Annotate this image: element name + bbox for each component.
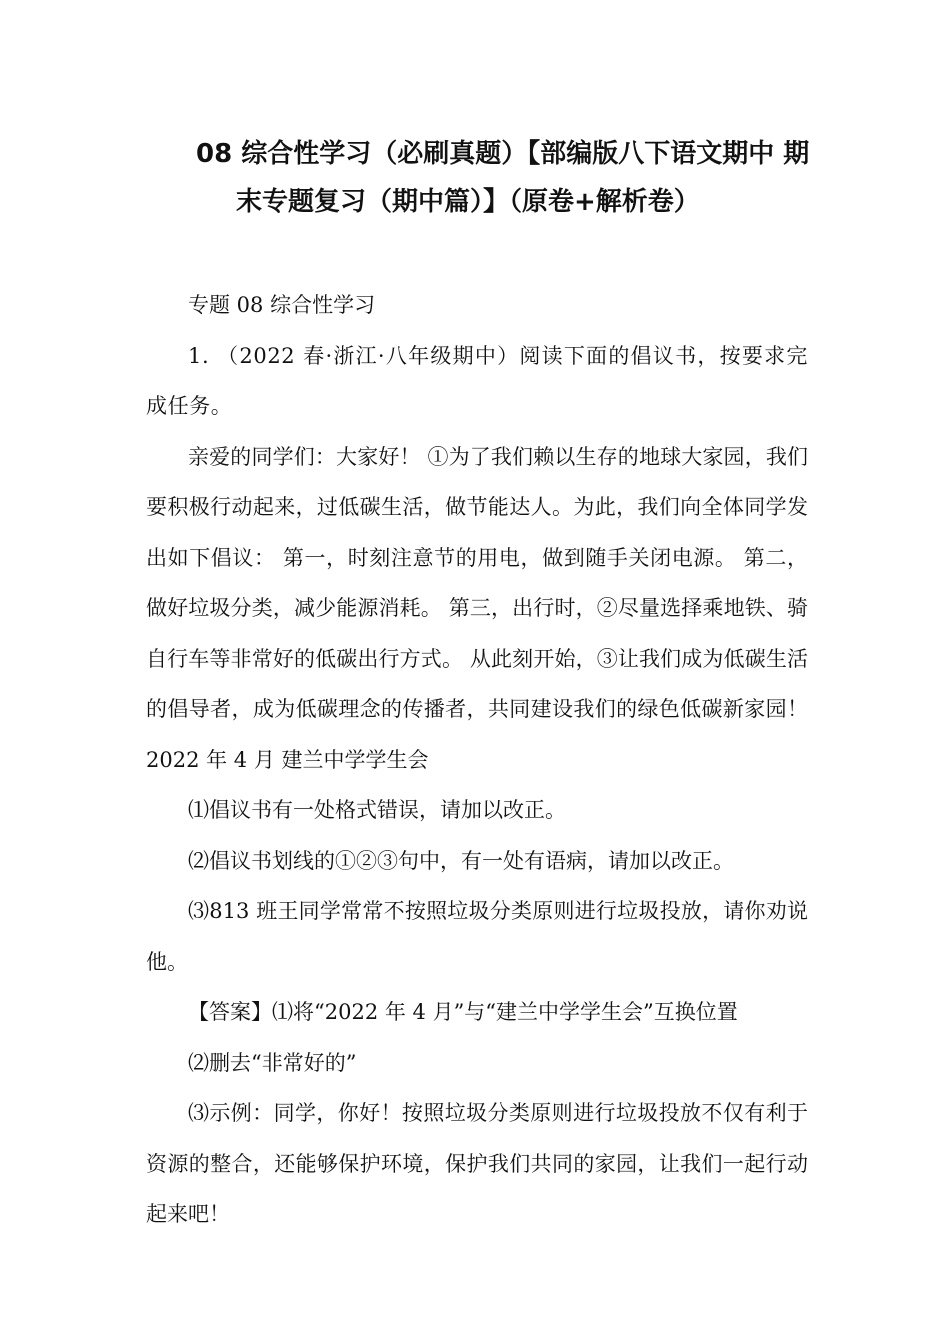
sub-question-2: ⑵倡议书划线的①②③句中，有一处有语病，请加以改正。	[188, 848, 734, 873]
sub-question-3: ⑶813 班王同学常常不按照垃圾分类原则进行垃圾投放，请你劝说他。	[146, 899, 808, 974]
sub-question-1: ⑴倡议书有一处格式错误，请加以改正。	[188, 798, 566, 822]
title-line-2: 末专题复习（期中篇）】（原卷+解析卷）	[236, 187, 700, 217]
document-title	[196, 130, 816, 226]
document-body	[146, 280, 808, 1240]
proposal-letter: 亲爱的同学们：大家好！ ①为了我们赖以生存的地球大家园，我们要积极行动起来，过低碳生活，做节能达人。为此，我们向全体同学发出如下倡议： 第一，时刻注意节的用电，做到随手关闭电源。 第二，做好垃圾分类，减少能源消耗。 第三，出行时，②尽量选择乘地铁、骑自行车等非常好的低碳出行方式。 从此刻开始，③让我们成为低碳生活的倡导者，成为低碳理念的传播者，共同建设我们的绿色低碳新家园！ 2022 年 4 月 建兰中学学生会	[146, 444, 808, 772]
answer-1: 【答案】⑴将“2022 年 4 月”与“建兰中学学生会”互换位置	[188, 1000, 738, 1024]
title-line-1: 08 综合性学习（必刷真题）【部编版八下语文期中 期	[196, 139, 810, 169]
section-heading: 专题 08 综合性学习	[188, 293, 376, 317]
question-1: 1. （2022 春·浙江·八年级期中）阅读下面的倡议书，按要求完成任务。	[146, 343, 808, 418]
answer-3: ⑶示例：同学，你好！按照垃圾分类原则进行垃圾投放不仅有利于资源的整合，还能够保护环境，保护我们共同的家园，让我们一起行动起来吧！	[146, 1101, 808, 1226]
answer-2: ⑵删去“非常好的”	[188, 1050, 357, 1075]
